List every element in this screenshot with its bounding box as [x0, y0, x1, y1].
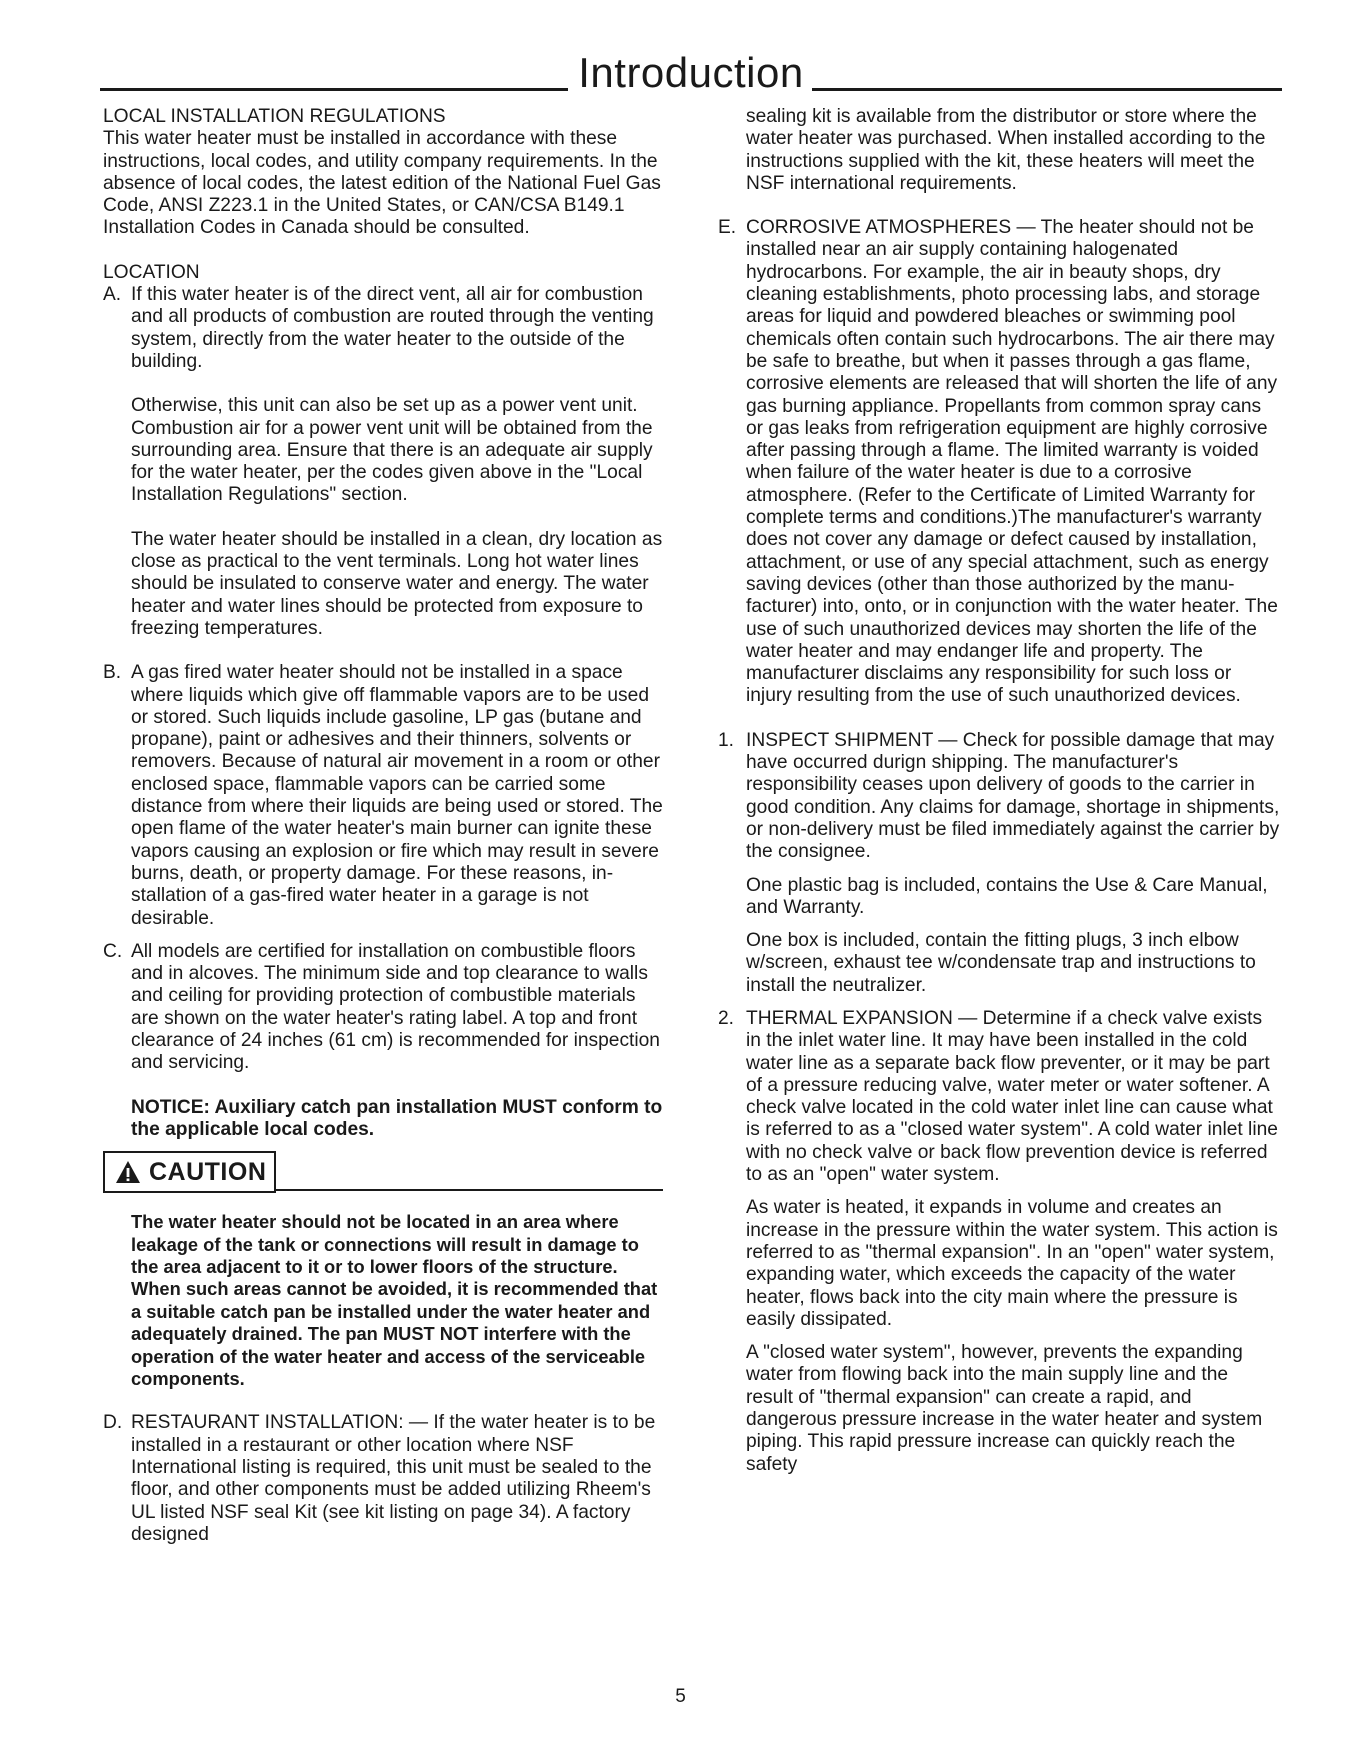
item-d-paragraph-1: RESTAURANT INSTALLATION: — If the water heater is to be installed in a restaurant or other location where NSF International listing is required, this unit must be sealed to the floor, and other components must be added utilizing Rheem's UL listed NSF seal Kit (see kit listing on page 34). A factory designed	[131, 1412, 656, 1545]
item-marker-e: E.	[718, 217, 737, 239]
item-marker-c: C.	[103, 940, 123, 962]
item-a-paragraph-2: Otherwise, this unit can also be set up as a power vent unit. Combustion air for a power vent unit will be obtained from the surrounding area. Ensure that there is an adequate air supply for the water heater, per the codes given above in the "Local Installation Regulations" section.	[131, 395, 653, 506]
list-item-e	[718, 217, 1280, 708]
notice-text: NOTICE: Auxiliary catch pan installation MUST conform to the applicable local codes.	[131, 1096, 663, 1140]
item-2-paragraph-2: As water is heated, it expands in volume and creates an increase in the pressure within the water system. This action is referred to as "thermal expansion". In an "open" water system, expanding water, which exceeds the capacity of the water heater, flows back into the city main where the pressure is easily dissipated.	[746, 1197, 1278, 1330]
caution-header	[103, 1151, 663, 1195]
page-number: 5	[675, 1686, 686, 1707]
item-2-paragraph-3: A "closed water system", however, prevents the expanding water from flowing back into the main supply line and the result of "thermal expansion" can create a rapid, and dangerous pressure increase in the water heater and system piping. This rapid pressure increase can quickly reach the safety	[746, 1342, 1263, 1475]
caution-body: The water heater should not be located in an area where leakage of the tank or connections will result in damage to the area adjacent to it or to lower floors of the structure. When such areas cannot be avoided, it is recommended that a suitable catch pan be installed under the water heater and adequately drained. The pan MUST NOT interfere with the operation of the water heater and access of the serviceable components.	[131, 1211, 658, 1390]
item-2-paragraph-1: THERMAL EXPANSION — Determine if a check valve exists in the inlet water line. It may have been installed in the cold water line as a separate back flow preventer, or it may be part of a pressure reducing valve, water meter or water softener. A check valve located in the cold water inlet line can cause what is referred to as a "closed water system". A cold water inlet line with no check valve or back flow prevention device is referred to as an "open" water system.	[746, 1007, 1278, 1186]
list-item-2	[718, 1008, 1280, 1476]
left-column	[103, 106, 663, 1546]
item-b-paragraph-1: A gas fired water heater should not be installed in a space where liquids which give off flammable vapors are to be used or stored. Such liquids include gasoline, LP gas (butane and propane), paint or adhesives and their thinners, solvents or removers. Because of natural air movement in a room or other enclosed space, flammable vapors can be carried some distance from where their liquids are being used or stored. The open flame of the water heater's main burner can ignite these vapors causing an explosion or fire which may result in severe burns, death, or property damage. For these reasons, installation of a gas-fired water heater in a garage is not desirable.	[131, 662, 663, 929]
list-item-c	[103, 941, 663, 1141]
warning-triangle-icon	[115, 1160, 141, 1184]
list-item-1	[718, 730, 1280, 997]
item-e-paragraph-1: CORROSIVE ATMOSPHERES — The heater should not be installed near an air supply containing halogenated hydrocarbons. For example, the air in beauty shops, dry cleaning establishments, photo processing labs, and storage areas for liquid and powdered bleaches or swimming pool chemicals often contain such hydrocarbons. The air there may be safe to breathe, but when it passes through a gas flame, corrosive elements are released that will shorten the life of any gas burning appliance. Propellants from common spray cans or gas leaks from refrigeration equipment are highly corrosive after passing through a flame. The limited warranty is voided when failure of the water heater is due to a corrosive atmosphere. (Refer to the Certificate of Limited Warranty for complete terms and conditions.)The manufacturer's warranty does not cover any damage or defect caused by installation, attachment, or use of any special attachment, such as energy saving devices (other than those authorized by the manufacturer) into, onto, or in conjunction with the water heater. The use of such unauthorized devices may shorten the life of the water heater and may endanger life and property. The manufacturer disclaims any responsibility for such loss or injury resulting from the use of such unauthorized devices.	[746, 217, 1278, 707]
local-installation-heading: LOCAL INSTALLATION REGULATIONS	[103, 106, 446, 127]
caution-label: CAUTION	[149, 1158, 267, 1187]
item-1-paragraph-3: One box is included, contain the fitting plugs, 3 inch elbow w/screen, exhaust tee w/condensate trap and instructions to install the neutralizer.	[746, 930, 1256, 996]
right-column	[718, 106, 1280, 1476]
item-marker-a: A.	[103, 284, 122, 306]
item-marker-b: B.	[103, 662, 122, 684]
list-item-d	[103, 1412, 663, 1546]
item-marker-1: 1.	[718, 729, 735, 751]
page-title: Introduction	[578, 49, 804, 96]
item-1-paragraph-1: INSPECT SHIPMENT — Check for possible damage that may have occurred durign shipping. The manufacturer's responsibility ceases upon delivery of goods to the carrier in good condition. Any claims for damage, shortage in shipments, or non-delivery must be filed immediately against the carrier by the consignee.	[746, 729, 1280, 863]
list-item-a	[103, 284, 663, 640]
page-header	[100, 48, 1282, 98]
item-a-paragraph-3: The water heater should be installed in a clean, dry location as close as practical to the vent terminals. Long hot water lines should be insulated to conserve water and energy. The water heater and water lines should be protected from exposure to freezing temperatures.	[131, 528, 663, 639]
local-installation-body: This water heater must be installed in accordance with these instructions, local codes, and utility company requirements. In the absence of local codes, the latest edition of the National Fuel Gas Code, ANSI Z223.1 in the United States, or CAN/CSA B149.1 Installation Codes in Canada should be consulted.	[103, 128, 661, 239]
item-c-paragraph-1: All models are certified for installation on combustible floors and in alcoves. The minimum side and top clearance to walls and ceiling for providing protection of combustible materials are shown on the water heater's rating label. A top and front clearance of 24 inches (61 cm) is recommended for inspection and servicing.	[131, 940, 660, 1074]
item-marker-d: D.	[103, 1412, 123, 1434]
item-d-continuation: sealing kit is available from the distributor or store where the water heater was purchased. When installed according to the instructions supplied with the kit, these heaters will meet the NSF international requirements.	[746, 106, 1266, 194]
item-1-paragraph-2: One plastic bag is included, contains the Use & Care Manual, and Warranty.	[746, 874, 1268, 918]
list-item-b	[103, 662, 663, 930]
item-marker-2: 2.	[718, 1007, 735, 1029]
header-rule-right	[812, 88, 1282, 91]
location-heading: LOCATION	[103, 261, 200, 283]
caution-box	[103, 1151, 276, 1193]
item-a-paragraph-1: If this water heater is of the direct vent, all air for combustion and all products of combustion are routed through the venting system, directly from the water heater to the outside of the building.	[131, 284, 654, 372]
